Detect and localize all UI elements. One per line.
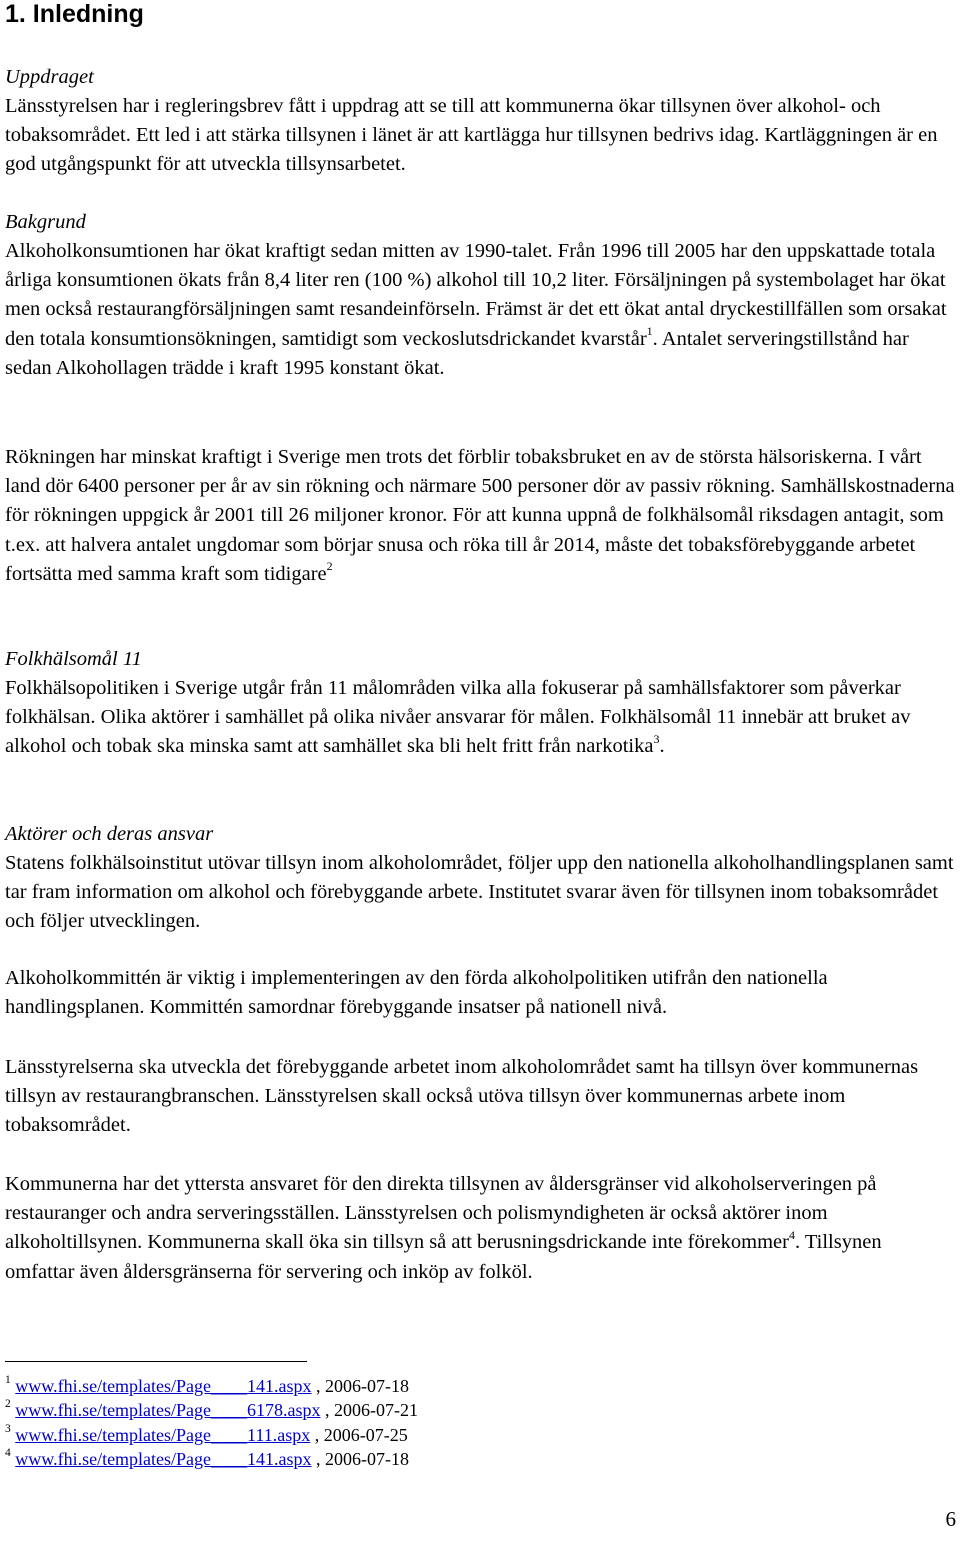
footnote-date: , 2006-07-25 [310,1424,408,1445]
section-aktorer-3 [5,1053,955,1141]
section-aktorer-4 [5,1170,955,1287]
footnote-link[interactable]: www.fhi.se/templates/Page____141.aspx [15,1448,312,1469]
footnote-number: 4 [5,1446,11,1459]
paragraph-text: . [659,735,665,758]
section-title-folkhalsomal: Folkhälsomål 11 [5,648,142,670]
paragraph-bakgrund-1 [5,237,955,383]
footnote-date: , 2006-07-18 [311,1448,410,1469]
footnotes [5,1374,705,1471]
footnote-number: 2 [5,1398,11,1411]
footnote-number: 3 [5,1422,11,1435]
page-number: 6 [945,1507,956,1531]
paragraph-aktorer-1: Statens folkhälsoinstitut utövar tillsyn inom alkoholområdet, följer upp den nationella alkoholhandlingsplanen samt tar fram information om alkohol och förebyggande arbete. Institutet svarar även för tillsynen inom tobaksområdet och följer utvecklingen. [5,852,954,933]
footnote-number: 1 [5,1374,11,1386]
footnote-item [5,1374,705,1398]
paragraph-uppdraget: Länsstyrelsen har i regleringsbrev fått i uppdrag att se till att kommunerna ökar tillsynen över alkohol- och tobaksområdet. Ett led i att stärka tillsynen i länet är att kartlägga hur tillsynen bedrivs idag. Kartläggningen är en god utgångspunkt för att utveckla tillsynsarbetet. [5,95,938,176]
footnote-item [5,1398,705,1422]
paragraph-text: Alkoholkonsumtionen har ökat kraftigt sedan mitten av 1990-talet. Från 1996 till 2005 har den uppskattade totala årliga konsumtionen ökats från 8,4 liter ren (100 %) alkohol till 10,2 liter. Försäljningen på systembolaget har ökat men också restaurangförsäljningen samt resandeinförseln. Främst är det ett ökat antal dryckestillfällen som orsakat den totala konsumtionsökningen, samtidigt som veckoslutsdrickandet kvarstår [5,240,947,350]
section-aktorer-2 [5,964,955,1022]
footnote-ref: 4 [788,1227,795,1242]
paragraph-bakgrund-2 [5,443,955,589]
footnote-date: , 2006-07-18 [311,1376,410,1396]
paragraph-text: . Antalet serveringstillstånd har sedan Alkohollagen trädde i kraft 1995 konstant ökat. [5,327,909,379]
section-title-aktorer: Aktörer och deras ansvar [5,823,214,845]
section-bakgrund-rokning [5,443,955,589]
paragraph-text: Rökningen har minskat kraftigt i Sverige men trots det förblir tobaksbruket en av de största hälsoriskerna. I vårt land dör 6400 personer per år av sin rökning och närmare 500 personer dör av passiv rökning. Samhällskostnaderna för rökningen uppgick år 2001 till 26 miljoner kronor. För att kunna uppnå de folkhälsomål riksdagen antagit, som t.ex. att halvera antalet ungdomar som börjar snusa och röka till år 2014, måste det tobaksförebyggande arbetet fortsätta med samma kraft som tidigare [5,446,955,585]
section-folkhalsomal [5,645,955,762]
footnote-link[interactable]: www.fhi.se/templates/Page____111.aspx [15,1424,311,1445]
footnote-link[interactable]: www.fhi.se/templates/Page____6178.aspx [15,1400,321,1421]
footnote-ref: 1 [646,323,653,338]
paragraph-folkhalsomal [5,674,955,762]
paragraph-text: Folkhälsopolitiken i Sverige utgår från 11 målområden vilka alla fokuserar på samhällsfaktorer som påverkar folkhälsan. Olika aktörer i samhället på olika nivåer ansvarar för målen. Folkhälsomål 11 innebär att bruket av alkohol och tobak ska minska samt att samhället ska bli helt fritt från narkotika [5,677,911,758]
footnote-ref: 3 [653,731,660,746]
section-title-uppdraget: Uppdraget [5,66,94,88]
paragraph-text: Kommunerna har det yttersta ansvaret för den direkta tillsynen av åldersgränser vid alkoholserveringen på restauranger och andra serveringsställen. Länsstyrelsen och polismyndigheten är också aktörer inom alkoholtillsynen. Kommunerna skall öka sin tillsyn så att berusningsdrickande inte förekommer [5,1173,877,1254]
section-aktorer [5,820,955,937]
footnote-separator [5,1361,307,1362]
section-bakgrund [5,208,955,383]
chapter-heading: 1. Inledning [5,0,144,28]
footnote-date: , 2006-07-21 [320,1400,419,1421]
section-uppdraget [5,63,955,180]
footnote-item [5,1447,705,1471]
footnote-ref: 2 [326,558,333,573]
footnote-link[interactable]: www.fhi.se/templates/Page____141.aspx [15,1376,312,1396]
section-title-bakgrund: Bakgrund [5,211,86,233]
footnote-item [5,1423,705,1447]
paragraph-aktorer-4 [5,1170,955,1287]
paragraph-aktorer-2: Alkoholkommittén är viktig i implementeringen av den förda alkoholpolitiken utifrån den nationella handlingsplanen. Kommittén samordnar förebyggande insatser på nationell nivå. [5,967,828,1019]
paragraph-text: . Tillsynen omfattar även åldersgränserna för servering och inköp av folköl. [5,1231,882,1283]
paragraph-aktorer-3: Länsstyrelserna ska utveckla det förebyggande arbetet inom alkoholområdet samt ha tillsyn över kommunernas tillsyn av restaurangbranschen. Länsstyrelsen skall också utöva tillsyn över kommunernas arbete inom tobaksområdet. [5,1056,919,1137]
